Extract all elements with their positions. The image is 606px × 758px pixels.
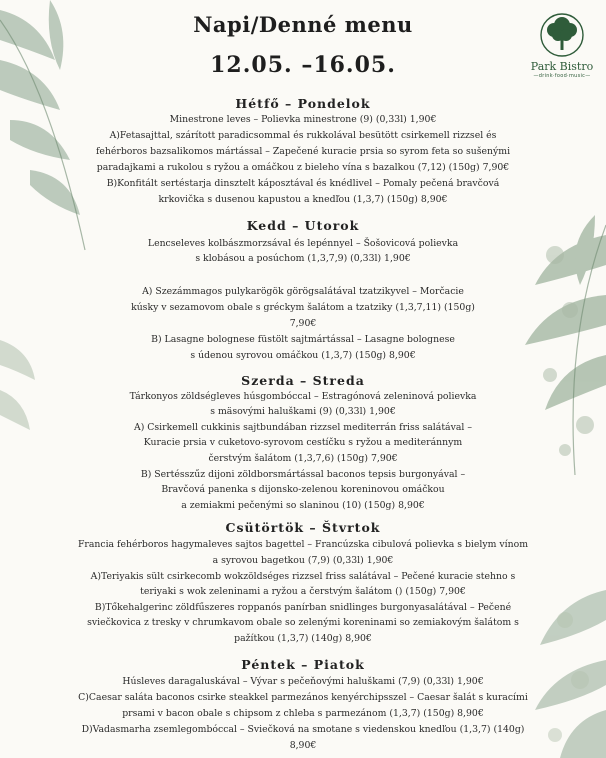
menu-line: Tárkonyos zöldségleves húsgombóccal – Estragónová zeleninová polievka xyxy=(129,391,477,402)
menu-line: s údenou syrovou omáčkou (1,3,7) (150g) 8,90€ xyxy=(190,350,416,361)
menu-line: B)Tőkehalgerinc zöldfűszeres roppanós panírban snidlinges burgonyasalátával – Pečené xyxy=(94,602,512,613)
menu-line: Lencseleves kolbászmorzsával és lepénnyel – Šošovicová polievka xyxy=(147,238,459,249)
menu-line: a syrovou bagetkou (7,9) (0,33l) 1,90€ xyxy=(212,555,394,566)
menu-line: Bravčová panenka s dijonsko-zelenou koreninovou omáčkou xyxy=(161,484,445,495)
menu-line: fehérboros bazsalikomos mártással – Zapečené kuracie prsia so syrom feta so sušenými xyxy=(95,146,511,157)
menu-dates: 12.05. –16.05. xyxy=(210,52,396,78)
menu-line: s klobásou a posúchom (1,3,7,9) (0,33l) 1,90€ xyxy=(195,253,411,264)
menu-line: A)Fetasajttal, szárított paradicsommal és rukkolával besütött csirkemell rizzsel és xyxy=(109,130,497,141)
menu-line: C)Caesar saláta baconos csirke steakkel parmezános kenyérchipsszel – Caesar šalát s kuracími xyxy=(78,692,528,703)
day-heading-monday: Hétfő – Pondelok xyxy=(235,96,371,111)
menu-line: kúsky v sezamovom obale s gréckym šalátom a tzatziky (1,3,7,11) (150g) xyxy=(131,302,475,313)
menu-line: A)Teriyakis sült csirkecomb wokzöldséges rizzsel friss salátával – Pečené kuracie stehno s xyxy=(90,571,516,582)
menu-line: Húsleves daragaluskával – Vývar s pečeňovými haluškami (7,9) (0,33l) 1,90€ xyxy=(122,676,484,687)
menu-line: čerstvým šalátom (1,3,7,6) (150g) 7,90€ xyxy=(208,453,398,464)
day-heading-friday: Péntek – Piatok xyxy=(241,657,365,672)
menu-line: Francia fehérboros hagymaleves sajtos bagettel – Francúzska cibulová polievka s bielym vínom xyxy=(77,539,529,550)
tree-icon xyxy=(539,12,585,58)
menu-line: A) Szezámmagos pulykarögök görögsalátával tzatzikyvel – Morčacie xyxy=(142,286,464,297)
park-bistro-logo xyxy=(528,12,596,79)
menu-line: prsami v bacon obale s chipsom z chleba s parmezánom (1,3,7) (150g) 8,90€ xyxy=(122,708,484,719)
menu-line: teriyaki s wok zeleninami a ryžou a čerstvým šalátom () (150g) 7,90€ xyxy=(140,586,466,597)
menu-line: s mäsovými haluškami (9) (0,33l) 1,90€ xyxy=(210,406,396,417)
menu-line: Kuracie prsia v cuketovo-syrovom cestíčku s ryžou a mediteránnym xyxy=(143,437,463,448)
day-heading-tuesday: Kedd – Utorok xyxy=(246,218,360,233)
logo-name: Park Bistro xyxy=(530,60,594,73)
menu-line: D)Vadasmarha zsemlegombóccal – Sviečková na smotane s viedenskou knedľou (1,3,7) (140g) xyxy=(81,724,525,735)
logo-tagline: —drink·food·music— xyxy=(533,73,591,79)
menu-line: A) Csirkemell cukkinis sajtbundában rizzsel mediterrán friss salátával – xyxy=(134,422,472,433)
menu-line: B)Konfitált sertéstarja dinsztelt káposztával és knédlivel – Pomaly pečená bravčová xyxy=(106,178,500,189)
menu-line: B) Lasagne bolognese füstölt sajtmártással – Lasagne bolognese xyxy=(151,334,455,345)
menu-line: Minestrone leves – Polievka minestrone (9) (0,33l) 1,90€ xyxy=(169,114,437,125)
menu-line: a zemiakmi pečenými so slaninou (10) (150g) 8,90€ xyxy=(181,500,425,511)
menu-line: pažítkou (1,3,7) (140g) 8,90€ xyxy=(234,633,372,644)
menu-line: sviečkovica z tresky v chrumkavom obale so zelenými koreninami so zemiakovým šalátom s xyxy=(87,617,519,628)
day-heading-thursday: Csütörtök – Štvrtok xyxy=(225,520,381,535)
menu-line: 8,90€ xyxy=(289,740,317,751)
menu-title: Napi/Denné menu xyxy=(193,12,413,37)
menu-line: krkovička s dusenou kapustou a knedľou (1,3,7) (150g) 8,90€ xyxy=(158,194,448,205)
menu-line: B) Sertésszűz dijoni zöldborsmártással baconos tepsis burgonyával – xyxy=(140,469,466,480)
day-heading-wednesday: Szerda – Streda xyxy=(241,373,365,388)
menu-line: 7,90€ xyxy=(289,318,317,329)
menu-line: paradajkami a rukolou s ryžou a omáčkou z bieleho vína s bazalkou (7,12) (150g) 7,90€ xyxy=(96,162,510,173)
